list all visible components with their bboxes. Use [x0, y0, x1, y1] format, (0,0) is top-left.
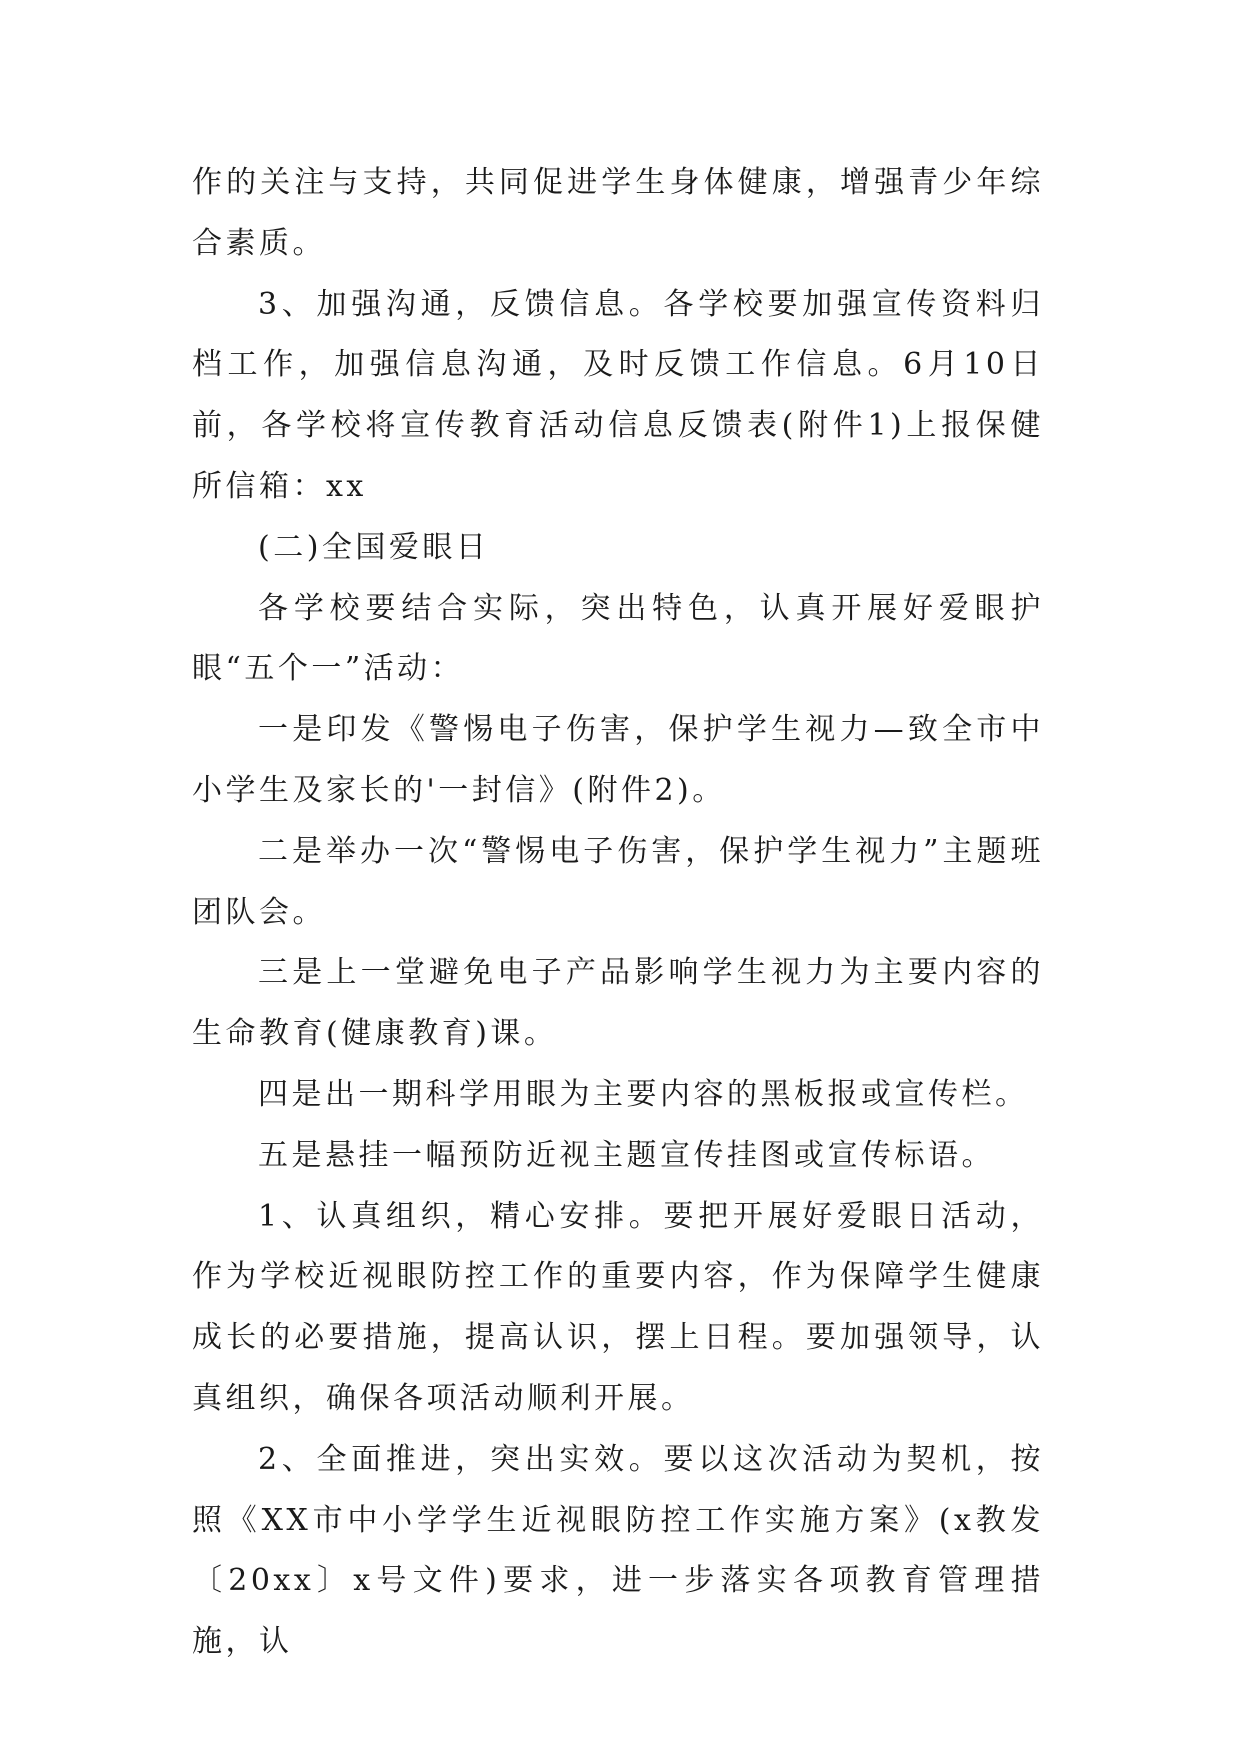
paragraph: 作的关注与支持，共同促进学生身体健康，增强青少年综合素质。 — [192, 165, 1044, 261]
section-heading: (二)全国爱眼日 — [258, 529, 490, 565]
list-item: 五是悬挂一幅预防近视主题宣传挂图或宣传标语。 — [258, 1137, 995, 1173]
paragraph: 各学校要结合实际，突出特色，认真开展好爱眼护眼“五个一”活动： — [192, 590, 1044, 687]
paragraph: 1、认真组织，精心安排。要把开展好爱眼日活动，作为学校近视眼防控工作的重要内容，作为保障学生健康成长的必要措施，提高认识，摆上日程。要加强领导，认真组织，确保各项活动顺利开展。 — [192, 1198, 1044, 1416]
list-item: 二是举办一次“警惕电子伤害，保护学生视力”主题班团队会。 — [192, 833, 1044, 930]
paragraph: 2、全面推进，突出实效。要以这次活动为契机，按照《XX市中小学学生近视眼防控工作实施方案》(x教发〔20xx〕x号文件)要求，进一步落实各项教育管理措施，认 — [192, 1441, 1044, 1660]
list-item: 一是印发《警惕电子伤害，保护学生视力—致全市中小学生及家长的'一封信》(附件2)。 — [192, 712, 1044, 808]
paragraph: 3、加强沟通，反馈信息。各学校要加强宣传资料归档工作，加强信息沟通，及时反馈工作信息。6月10日前，各学校将宣传教育活动信息反馈表(附件1)上报保健所信箱：xx — [192, 286, 1044, 504]
list-item: 四是出一期科学用眼为主要内容的黑板报或宣传栏。 — [258, 1076, 1029, 1112]
list-item: 三是上一堂避免电子产品影响学生视力为主要内容的生命教育(健康教育)课。 — [192, 955, 1044, 1052]
document-body — [192, 153, 1044, 1673]
